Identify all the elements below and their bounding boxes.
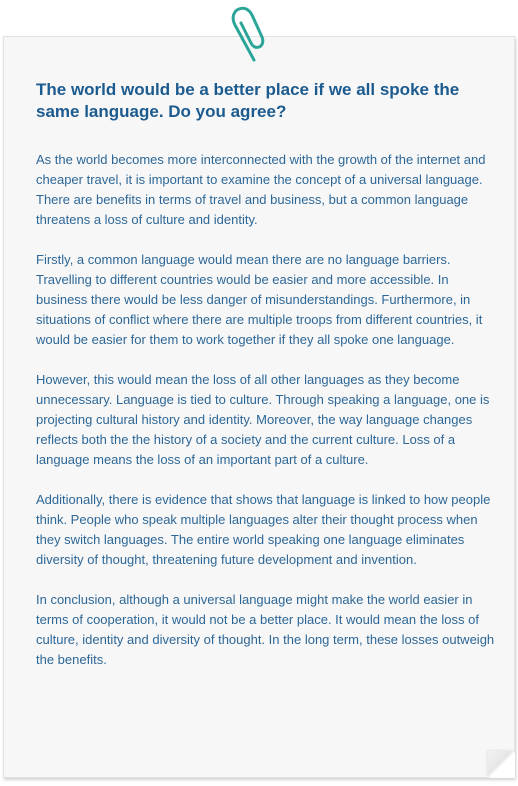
essay-paragraph-intro: As the world becomes more interconnected with the growth of the internet and cheaper travel, it is important to examine the concept of a universal language. There are benefits in terms of travel and business, but a common language threatens a loss of culture and identity. [36, 152, 486, 227]
essay-paragraph-additionally: Additionally, there is evidence that shows that language is linked to how people think. People who speak multiple languages alter their thought process when they switch languages. The entire world speaking one language eliminates diversity of thought, threatening future development and invention. [36, 492, 491, 567]
page-curl-fold [488, 751, 514, 777]
paperclip-icon [226, 4, 266, 66]
essay-paragraph-firstly: Firstly, a common language would mean there are no language barriers. Travelling to different countries would be easier and more accessible. In business there would be less danger of misunderstandings. Furthermore, in situations of conflict where there are multiple troops from different countries, it would be easier for them to work together if they all spoke one language. [36, 252, 483, 347]
essay-body [36, 150, 496, 690]
essay-paragraph-however: However, this would mean the loss of all other languages as they become unnecessary. Language is tied to culture. Through speaking a language, one is projecting cultural history and identity. Moreover, the way language changes reflects both the the history of a society and the current culture. Loss of a language means the loss of an important part of a culture. [36, 372, 490, 467]
essay-paragraph-conclusion: In conclusion, although a universal language might make the world easier in terms of cooperation, it would not be a better place. It would mean the loss of culture, identity and diversity of thought. In the long term, these losses outweigh the benefits. [36, 592, 495, 667]
essay-title: The world would be a better place if we all spoke the same language. Do you agree? [36, 80, 460, 121]
